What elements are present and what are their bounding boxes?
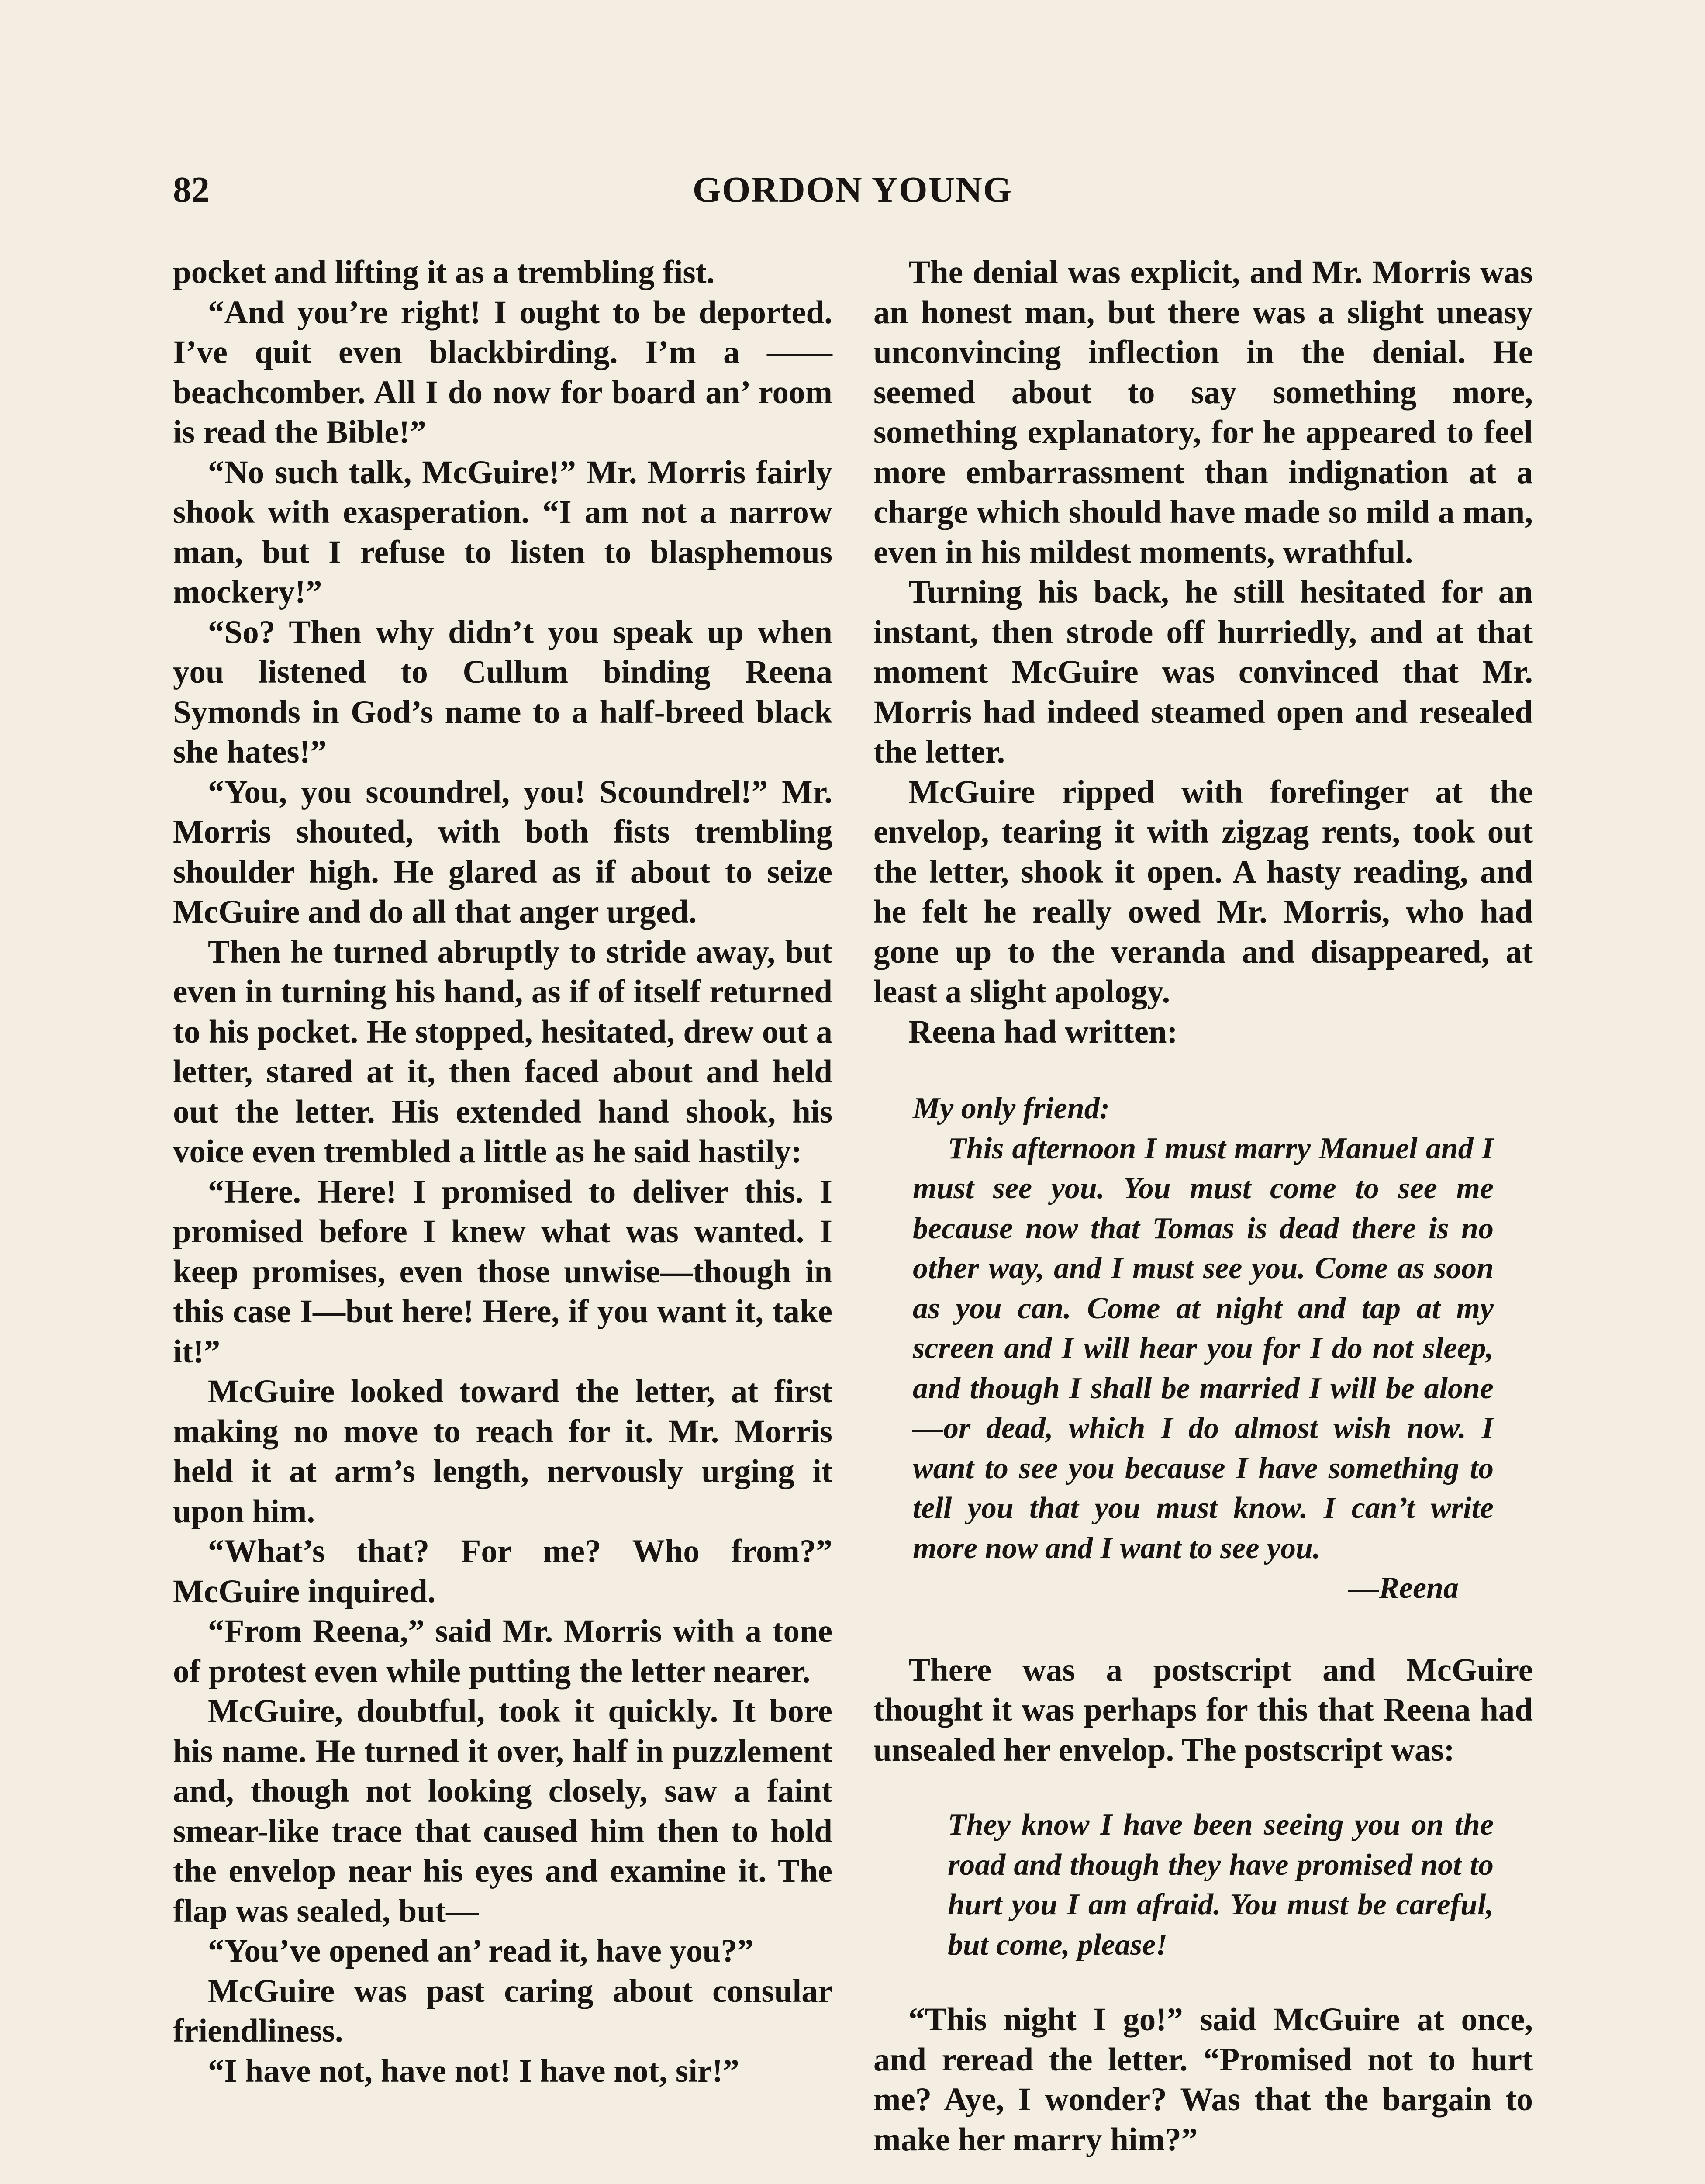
paragraph: “From Reena,” said Mr. Morris with a tone of protest even while putting the letter nearer. [173,1613,832,1690]
letter-postscript: They know I have been seeing you on the road and though they have promised not to hurt you I am afraid. You must be careful, but come, please! [948,1808,1494,1962]
paragraph: Reena had written: [908,1013,1178,1050]
letter-block [873,1089,1533,1608]
paragraph: The denial was explicit, and Mr. Morris was an honest man, but there was a slight uneasy unconvincing inflection in the denial. He seemed about to say something more, something explanatory, for he appeared to feel more embarrassment than indignation at a charge which should have made so mild a man, even in his mildest moments, wrathful. [873,254,1533,570]
paragraph: There was a postscript and McGuire thought it was perhaps for this that Reena had unsealed her envelop. The postscript was: [873,1652,1533,1768]
letter-signature: —Reena [1348,1571,1459,1605]
paragraph: “No such talk, McGuire!” Mr. Morris fairly shook with exasperation. “I am not a narrow man, but I refuse to listen to blasphemous mockery!” [173,454,832,610]
paragraph: pocket and lifting it as a trembling fist. [173,254,715,290]
paragraph: “I have not, have not! I have not, sir!” [208,2053,739,2089]
letter-body: This afternoon I must marry Manuel and I must see you. You must come to see me because now that Tomas is dead there is no other way, and I must see you. Come as soon as you can. Come at night and tap at my screen and I will hear you for I do not sleep, and though I shall be married I will be alone—or dead, which I do almost wish now. I want to see you because I have something to tell you that you must know. I can’t write more now and I want to see you. [913,1131,1494,1565]
paragraph: “You, you scoundrel, you! Scoundrel!” Mr. Morris shouted, with both fists trembling shoulder high. He glared as if about to seize McGuire and do all that anger urged. [173,774,832,930]
paragraph: “This night I go!” said McGuire at once, and reread the letter. “Promised not to hurt me? Aye, I wonder? Was that the bargain to make her marry him?” [873,2001,1533,2158]
letter-salutation: My only friend: [913,1092,1110,1125]
paragraph: Then he turned abruptly to stride away, but even in turning his hand, as if of itself returned to his pocket. He stopped, hesitated, drew out a letter, stared at it, then faced about and held out the letter. His extended hand shook, his voice even trembled a little as he said hastily: [173,933,832,1170]
left-column [173,252,832,2091]
paragraph: “So? Then why didn’t you speak up when you listened to Cullum binding Reena Symonds in God’s name to a half-breed black she hates!” [173,614,832,770]
paragraph: “What’s that? For me? Who from?” McGuire inquired. [173,1533,832,1610]
paragraph: Turning his back, he still hesitated for an instant, then strode off hurriedly, and at that moment McGuire was convinced that Mr. Morris had indeed steamed open and resealed the letter. [873,574,1533,770]
paragraph: McGuire was past caring about consular friendliness. [173,1973,832,2049]
paragraph: “You’ve opened an’ read it, have you?” [208,1933,754,1969]
paragraph: McGuire, doubtful, took it quickly. It bore his name. He turned it over, half in puzzlement and, though not looking closely, saw a faint smear-like trace that caused him then to hold the envelop near his eyes and examine it. The flap was sealed, but— [173,1693,832,1929]
running-head: GORDON YOUNG [692,169,1013,210]
right-column [873,252,1533,2160]
page-number: 82 [173,169,210,210]
paragraph: “Here. Here! I promised to deliver this. I promised before I knew what was wanted. I keep promises, even those unwise—though in this case I—but here! Here, if you want it, take it!” [173,1173,832,1370]
paragraph: McGuire ripped with forefinger at the envelop, tearing it with zigzag rents, took out the letter, shook it open. A hasty reading, and he felt he really owed Mr. Morris, who had gone up to the veranda and disappeared, at least a slight apology. [873,774,1533,1010]
paragraph: “And you’re right! I ought to be deported. I’ve quit even blackbirding. I’m a —— beachcomber. All I do now for board an’ room is read the Bible!” [173,294,832,450]
paragraph: McGuire looked toward the letter, at first making no move to reach for it. Mr. Morris held it at arm’s length, nervously urging it upon him. [173,1373,832,1530]
